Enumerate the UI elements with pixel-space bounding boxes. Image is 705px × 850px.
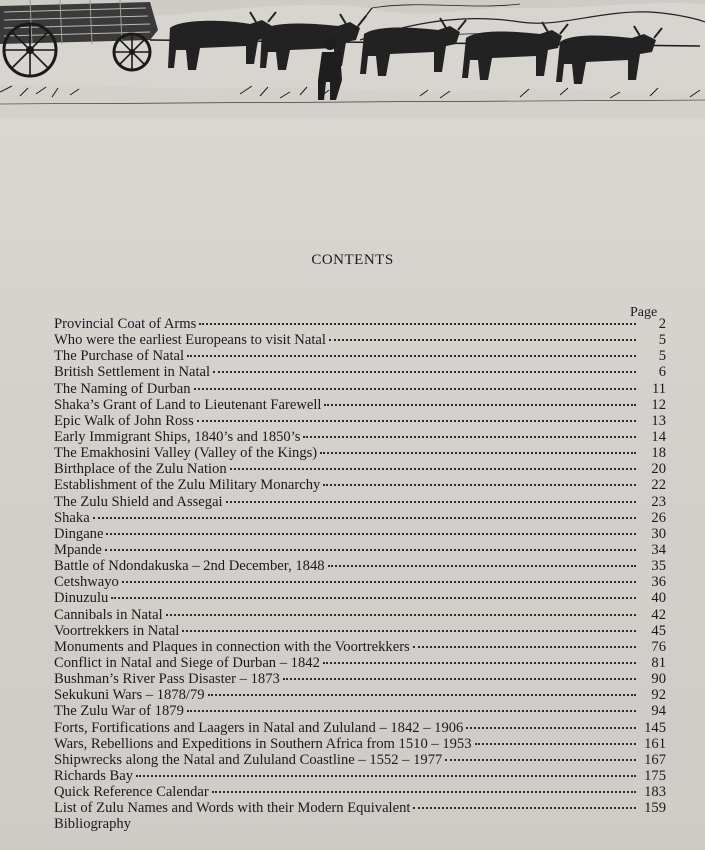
dot-leader [136,775,636,777]
toc-page: 14 [651,428,666,445]
toc-title: Provincial Coat of Arms [54,316,197,332]
toc-title: Cetshwayo [54,574,119,591]
toc-title: Forts, Fortifications and Laagers in Natal and Zululand – 1842 – 1906 [54,719,464,736]
toc-title: The Naming of Durban [54,380,191,397]
toc-title: Quick Reference Calendar [54,784,209,801]
toc-page: 76 [651,638,666,655]
dot-leader [413,807,636,809]
ox-wagon-illustration [0,0,705,118]
dot-leader [182,630,636,632]
toc-entry [54,413,666,429]
page-column-label: Page [630,305,658,320]
toc-title: The Zulu War of 1879 [54,703,184,720]
toc-title: Shaka’s Grant of Land to Lieutenant Farewell [54,396,322,413]
dot-leader [187,355,636,357]
toc-page: 35 [651,558,666,575]
toc-entry [54,348,666,364]
toc-title: Establishment of the Zulu Military Monarchy [54,477,321,494]
toc-title: Conflict in Natal and Siege of Durban – 1842 [54,654,320,671]
wagon-shape [0,0,158,44]
dot-leader [320,452,636,454]
dot-leader [445,759,636,761]
toc-entry [54,590,666,606]
dot-leader [323,484,636,486]
toc-title: Dinuzulu [54,590,109,607]
toc-page: 40 [651,590,666,607]
toc-entry [54,477,666,493]
toc-page: 94 [651,703,666,720]
toc-page: 92 [651,687,666,704]
toc-entry [54,639,666,655]
toc-entry [54,574,666,590]
toc-page: 167 [644,751,666,768]
toc-title: Voortrekkers in Natal [54,622,180,639]
dot-leader [226,501,636,503]
toc-title: Birthplace of the Zulu Nation [54,461,227,478]
dot-leader [106,533,636,535]
toc-entry [54,623,666,639]
toc-entry [54,752,666,768]
toc-page: 22 [651,477,666,494]
toc-page: 45 [651,622,666,639]
toc-page: 81 [651,654,666,671]
dot-leader [199,323,636,325]
toc-entry [54,607,666,623]
toc-title: The Emakhosini Valley (Valley of the Kings) [54,445,318,462]
dot-leader [475,743,636,745]
toc-entry [54,800,666,816]
dot-leader [187,710,636,712]
toc-title: Wars, Rebellions and Expeditions in Southern Africa from 1510 – 1953 [54,735,472,752]
toc-page: 2 [658,316,666,332]
dot-leader [194,388,636,390]
toc-entry [54,332,666,348]
dot-leader [111,597,636,599]
toc-entry [54,526,666,542]
toc-title: Richards Bay [54,767,134,784]
dot-leader [212,791,636,793]
toc-entry [54,703,666,719]
toc-entry [54,816,666,832]
toc-title: Shaka [54,509,90,526]
toc-page: 26 [651,509,666,526]
dot-leader [413,646,636,648]
toc-title: Bushman’s River Pass Disaster – 1873 [54,671,280,688]
toc-entry [54,494,666,510]
toc-entry [54,736,666,752]
toc-entry [54,558,666,574]
toc-title: Monuments and Plaques in connection with the Voortrekkers [54,638,410,655]
toc-title: Who were the earliest Europeans to visit Natal [54,332,326,349]
toc-page: 90 [651,671,666,688]
toc-title: Bibliography [54,816,132,833]
toc-page: 18 [651,445,666,462]
toc-entry [54,397,666,413]
toc-page: 5 [658,332,666,349]
toc-page: 183 [644,784,666,801]
dot-leader [105,549,636,551]
toc-page: 12 [651,396,666,413]
toc-entry [54,364,666,380]
toc-title: British Settlement in Natal [54,364,211,381]
toc-page: 145 [644,719,666,736]
toc-entry [54,768,666,784]
toc-title: Mpande [54,541,102,558]
toc-title: The Purchase of Natal [54,348,185,365]
toc-title: Sekukuni Wars – 1878/79 [54,687,205,704]
toc-page: 13 [651,412,666,429]
dot-leader [466,727,636,729]
toc-entry [54,461,666,477]
toc-entry [54,381,666,397]
toc-entry [54,655,666,671]
dot-leader [208,694,636,696]
toc-page: 175 [644,767,666,784]
toc-entry [54,720,666,736]
toc-title: Early Immigrant Ships, 1840’s and 1850’s [54,428,301,445]
dot-leader [93,517,636,519]
toc-page: 5 [658,348,666,365]
dot-leader [230,468,636,470]
toc-entry [54,445,666,461]
dot-leader [303,436,636,438]
toc-title: Shipwrecks along the Natal and Zululand Coastline – 1552 – 1977 [54,751,443,768]
dot-leader [323,662,636,664]
toc-title: Cannibals in Natal [54,606,163,623]
toc-entry [54,429,666,445]
toc-entry [54,316,666,332]
dot-leader [122,581,636,583]
toc-entry [54,784,666,800]
toc-title: Dingane [54,525,104,542]
dot-leader [197,420,636,422]
dot-leader [328,565,636,567]
toc-page: 36 [651,574,666,591]
toc-title: Battle of Ndondakuska – 2nd December, 1848 [54,558,325,575]
toc-entry [54,687,666,703]
toc-page: 23 [651,493,666,510]
contents-heading: CONTENTS [311,252,394,268]
toc-entry [54,671,666,687]
toc-page: 42 [651,606,666,623]
dot-leader [329,339,636,341]
dot-leader [166,614,636,616]
dot-leader [213,371,636,373]
toc-title: The Zulu Shield and Assegai [54,493,223,510]
toc-entry [54,542,666,558]
dot-leader [283,678,636,680]
dot-leader [324,404,636,406]
toc-title: Epic Walk of John Ross [54,412,194,429]
toc-entry [54,510,666,526]
toc-page: 11 [651,380,666,397]
table-of-contents [54,316,666,833]
toc-page: 161 [644,735,666,752]
toc-page: 34 [651,541,666,558]
toc-page: 30 [651,525,666,542]
toc-title: List of Zulu Names and Words with their Modern Equivalent [54,800,411,817]
toc-page: 159 [644,800,666,817]
toc-page: 6 [658,364,666,381]
toc-page: 20 [651,461,666,478]
